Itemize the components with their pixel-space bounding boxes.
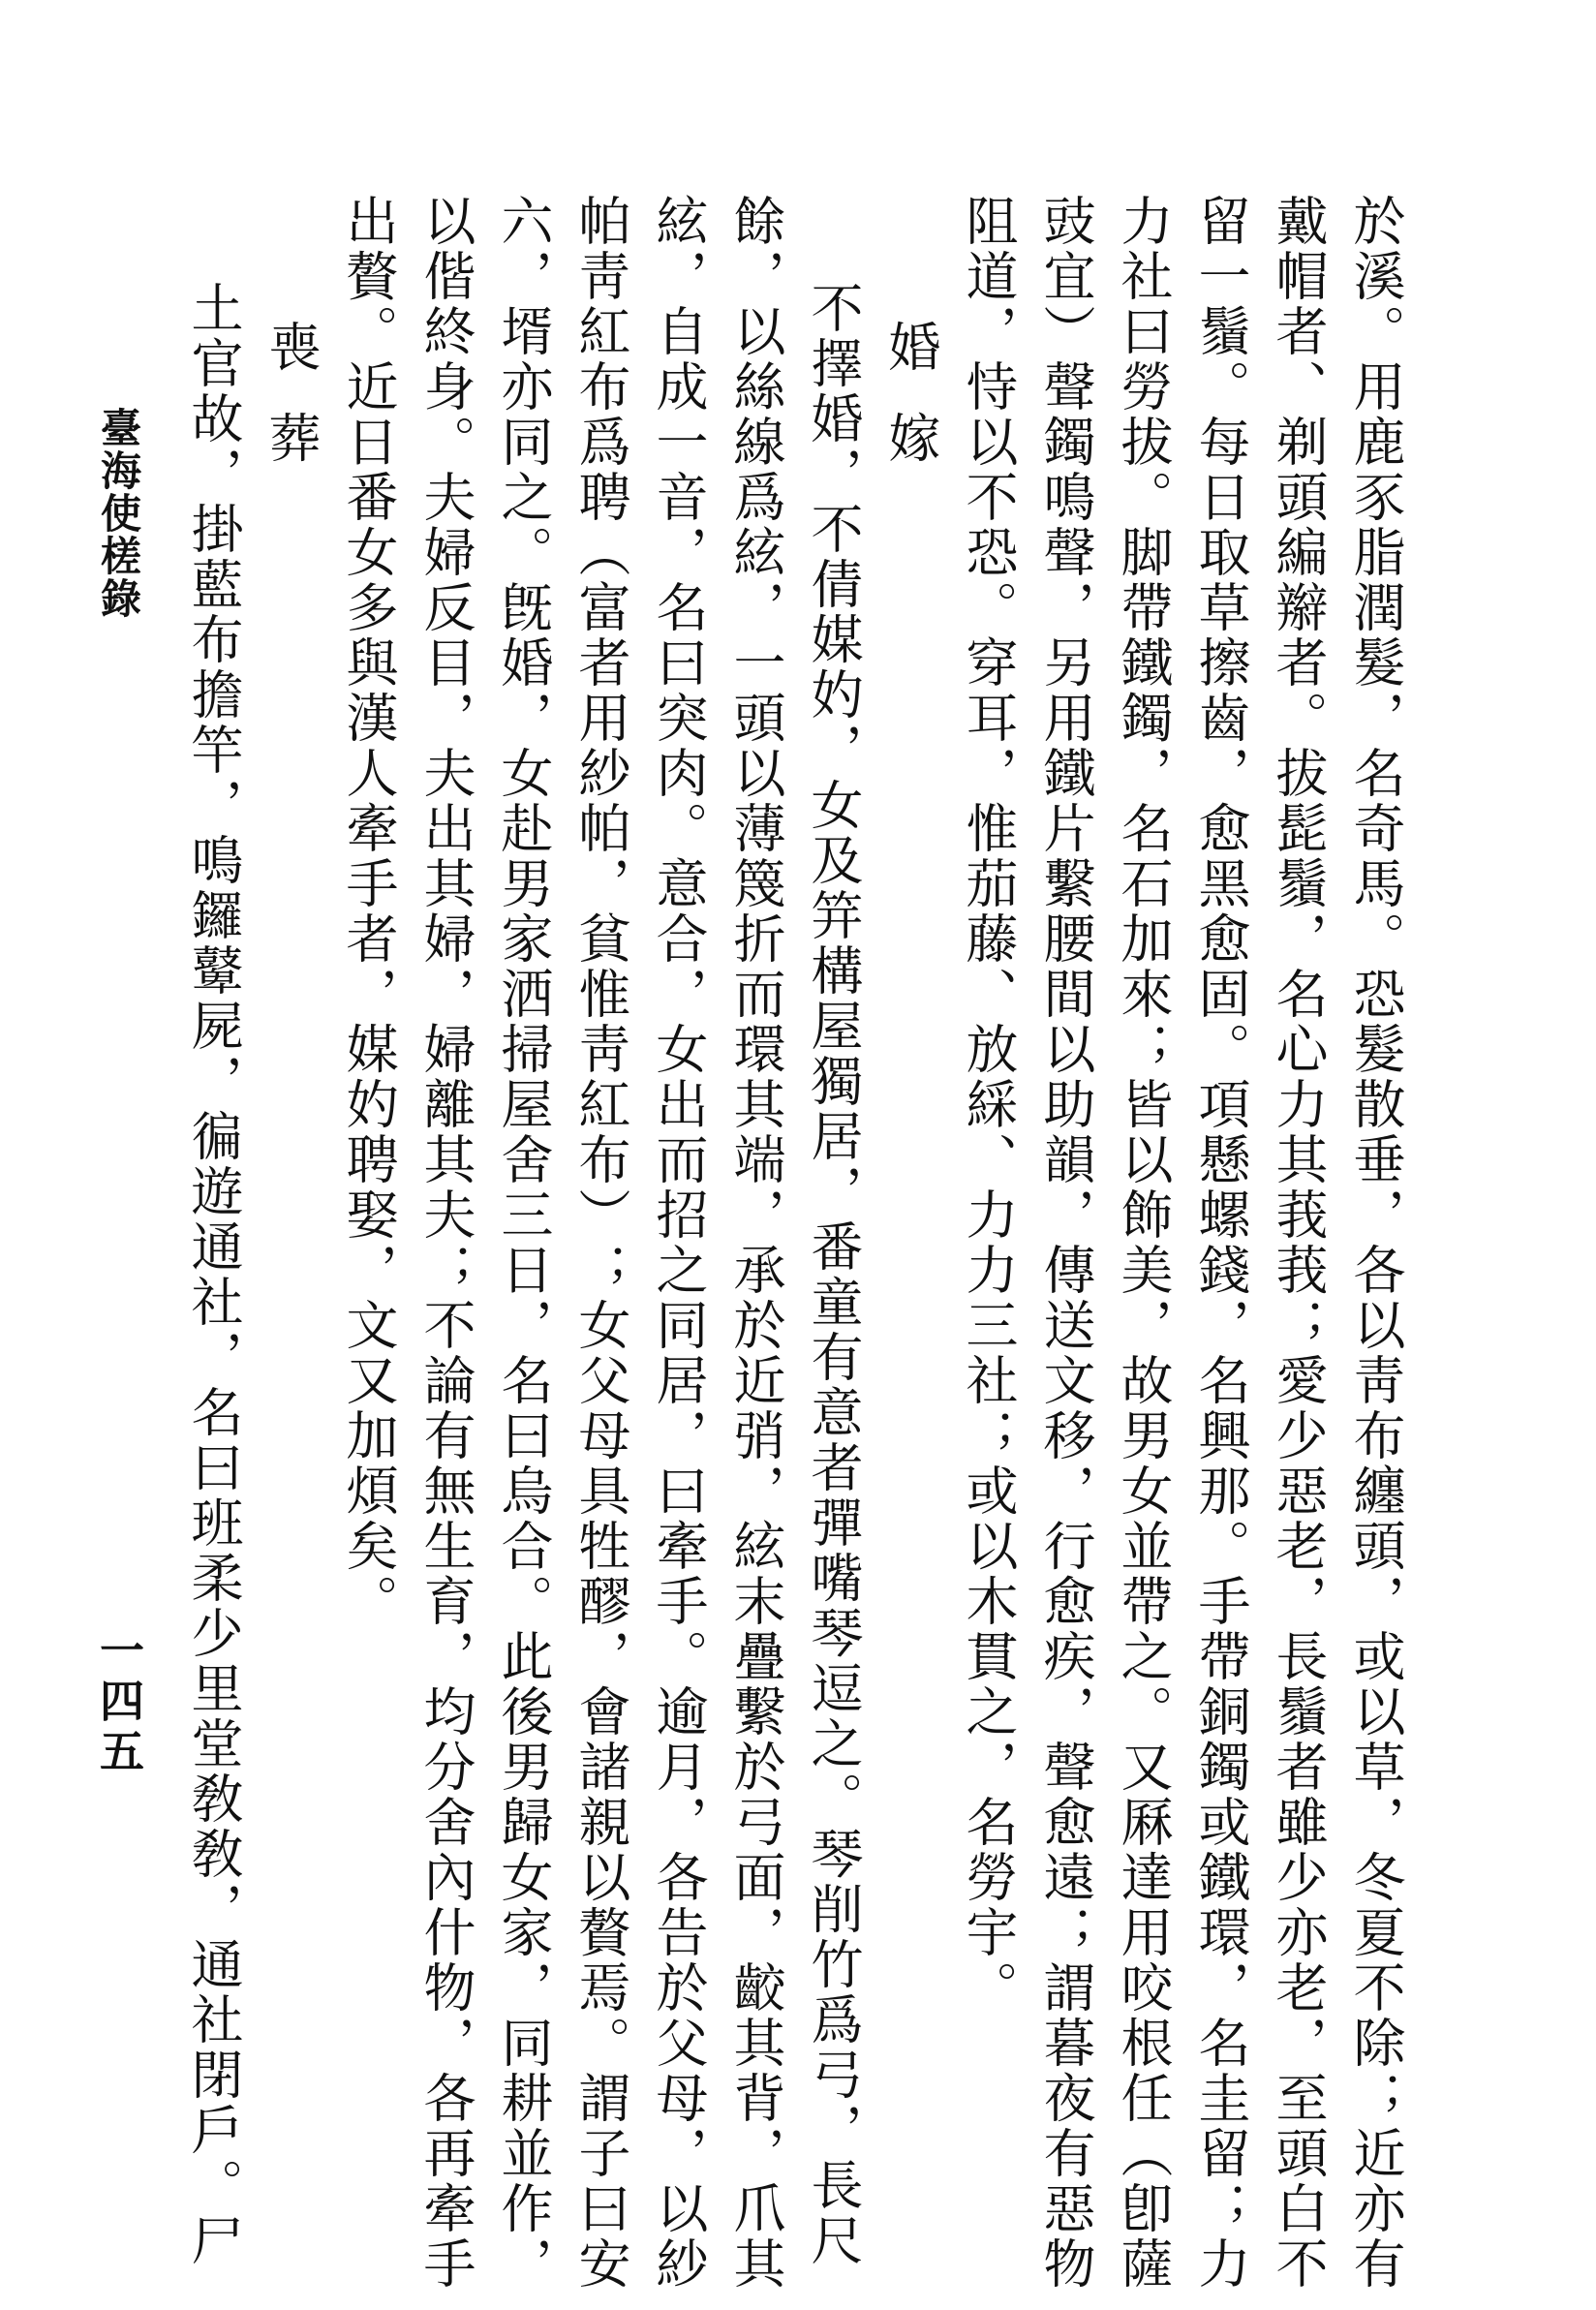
text-column-10: 帕靑紅布爲聘（富者用紗帕，貧惟靑紅布）；女父母具牲醪，會諸親以贅焉。謂子曰安 bbox=[570, 194, 631, 2292]
text-column-3: 留一鬚。每日取草擦齒，愈黑愈固。項懸螺錢，名興那。手帶銅鐲或鐵環，名圭留；力 bbox=[1190, 194, 1251, 2292]
text-column-13: 出贅。近日番女多與漢人牽手者，媒妁聘娶，文又加煩矣。 bbox=[338, 194, 399, 1629]
page-number: 一四五 bbox=[93, 1627, 145, 1778]
section-heading-marriage: 婚嫁 bbox=[880, 320, 941, 502]
text-column-8: 餘，以絲線爲絃，一頭以薄篾折而環其端，承於近弰，絃末疊繫於弓面，齩其背，爪其 bbox=[725, 194, 786, 2292]
section-heading-funeral: 喪葬 bbox=[261, 320, 322, 502]
text-column-12: 以偕終身。夫婦反目，夫出其婦，婦離其夫；不論有無生育，均分舍內什物，各再牽手 bbox=[415, 194, 476, 2292]
text-column-5: 豉宜）聲鐲鳴聲，另用鐵片繫腰間以助韻，傳送文移，行愈疾，聲愈遠；謂暮夜有惡物 bbox=[1035, 194, 1096, 2292]
text-column-4: 力社曰勞拔。脚帶鐵鐲，名石加來；皆以飾美，故男女並帶之。又厤達用咬根任（卽薩 bbox=[1113, 194, 1174, 2292]
text-column-6: 阻道，恃以不恐。穿耳，惟茄藤、放綵、力力三社；或以木貫之，名勞宇。 bbox=[958, 194, 1019, 2016]
text-column-11: 六，壻亦同之。旣婚，女赴男家洒掃屋舍三日，名曰烏合。此後男歸女家，同耕並作， bbox=[493, 194, 554, 2292]
text-column-2: 戴帽者、剃頭編辮者。拔髭鬚，名心力其莪莪；愛少惡老，長鬚者雖少亦老，至頭白不 bbox=[1268, 194, 1329, 2292]
text-column-9: 絃，自成一音，名曰突肉。意合，女出而招之同居，曰牽手。逾月，各告於父母，以紗 bbox=[648, 194, 709, 2292]
text-column-7: 不擇婚，不倩媒妁，女及笄構屋獨居，番童有意者彈嘴琴逗之。琴削竹爲弓，長尺 bbox=[803, 281, 864, 2268]
text-column-14: 土官故，掛藍布擔竿，鳴鑼鼙屍，徧遊通社，名曰班柔少里堂敎敎，通社閉戶。尸 bbox=[183, 281, 244, 2268]
text-column-1: 於溪。用鹿豕脂潤髮，名奇馬。恐髮散垂，各以靑布纏頭，或以草，冬夏不除；近亦有 bbox=[1345, 194, 1406, 2292]
book-title: 臺海使槎錄 bbox=[95, 407, 142, 620]
